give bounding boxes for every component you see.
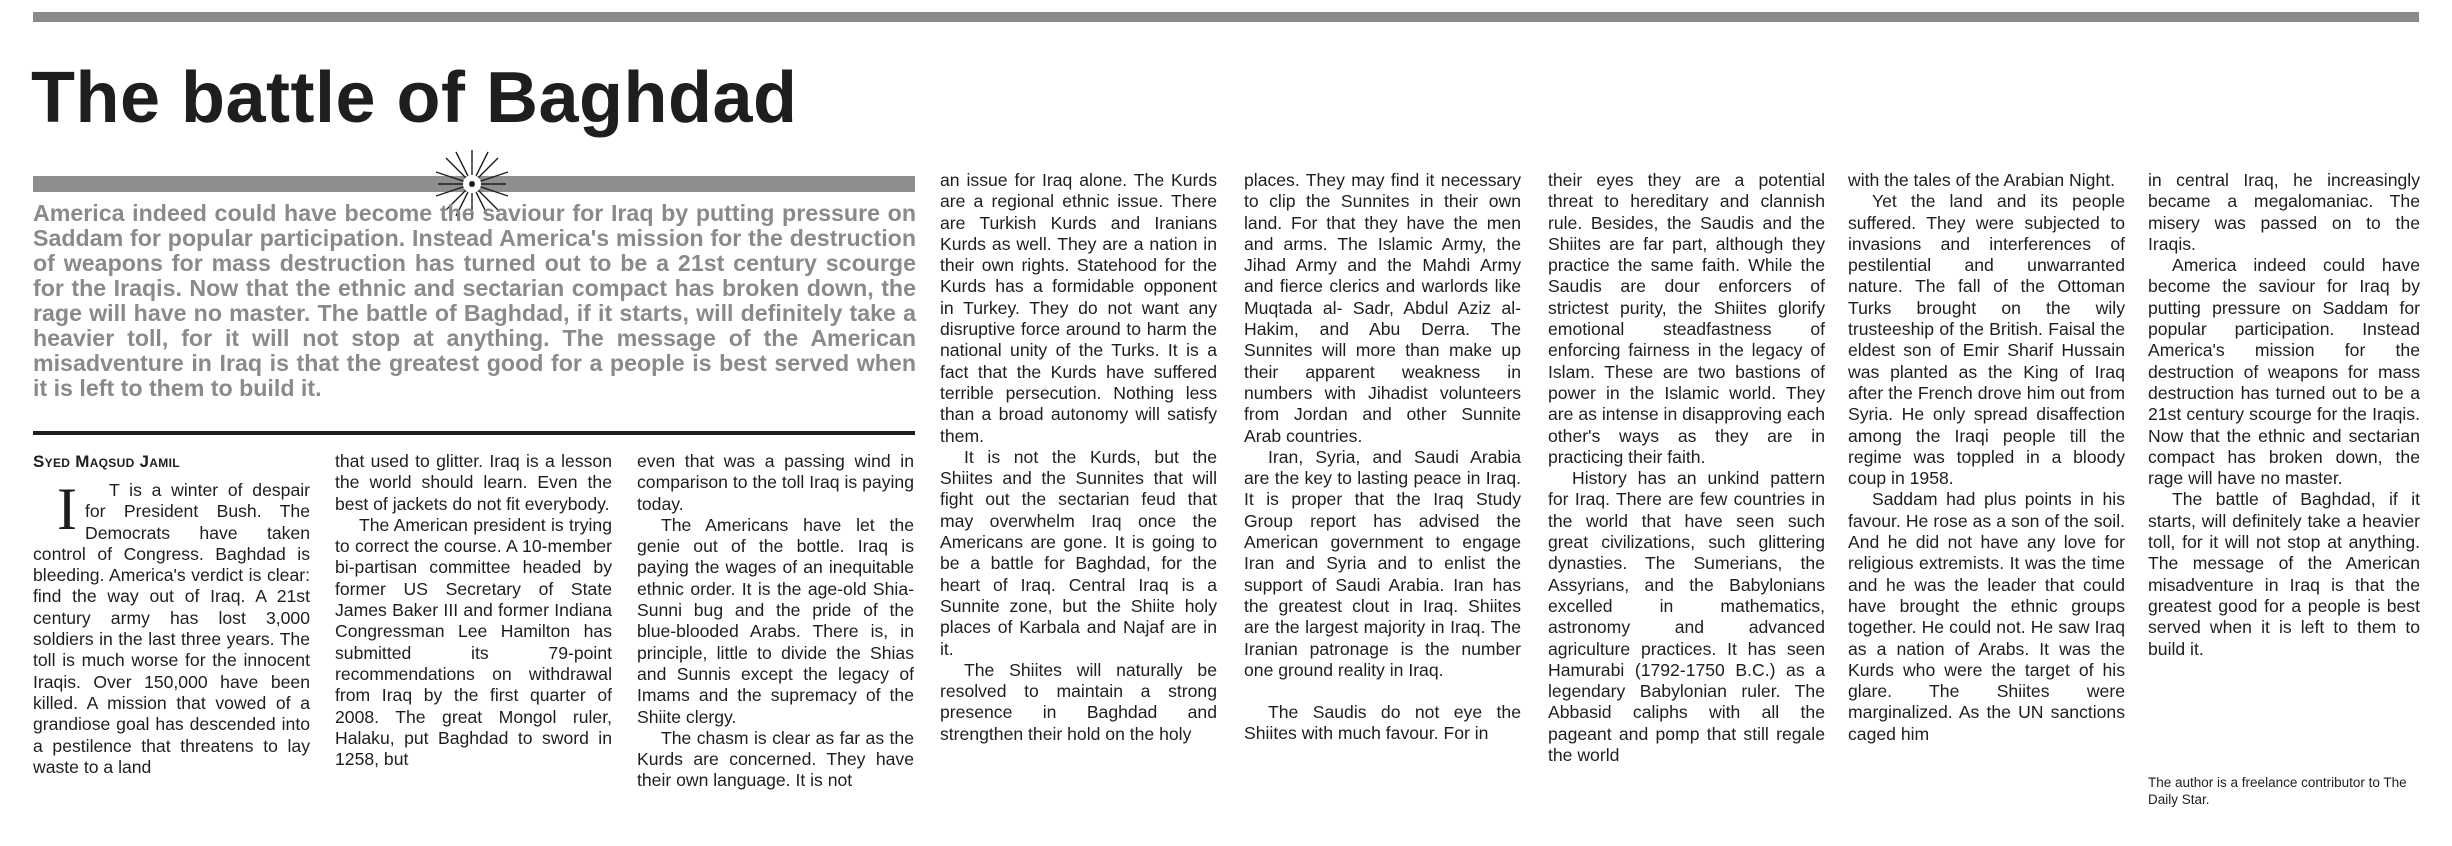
paragraph: their eyes they are a potential threat to hereditary and clannish rule. Besides, the Saudis and the Shiites are far part, although they practice the same faith. While the Saudis are dour enforcers of strictest purity, the Shiites glorify emotional steadfastness of enforcing fairness in the legacy of Islam. These are two bastions of power in the Islamic world. They are as intense in disapproving each other's ways as they are in practicing their faith. — [1548, 170, 1825, 467]
paragraph: with the tales of the Arabian Night. — [1848, 170, 2115, 190]
paragraph: America indeed could have become the saviour for Iraq by putting pressure on Saddam for popular participation. Instead America's mission for the destruction of weapons for mass destruction has turned out to be a 21st century scourge for the Iraqis. Now that the ethnic and sectarian compact has broken down, the rage will have no master. — [2148, 255, 2420, 489]
paragraph: in central Iraq, he increasingly became a megalomaniac. The misery was passed on to the Iraqis. — [2148, 170, 2420, 254]
article-column-5 — [1244, 170, 1521, 832]
article-column-7 — [1848, 170, 2125, 832]
deck-bottom-rule — [33, 431, 915, 435]
paragraph: The chasm is clear as far as the Kurds are concerned. They have their own language. It is not — [637, 727, 914, 791]
paragraph: Saddam had plus points in his favour. He rose as a son of the soil. And he did not have any love for religious extremists. It was the time and he was the leader that could have brought the ethnic groups together. He could not. He saw Iraq as a nation of Arabs. It was the Kurds who were the target of his glare. The Shiites were marginalized. As the UN sanctions caged him — [1848, 489, 2125, 744]
author-note: The author is a freelance contributor to The Daily Star. — [2148, 775, 2407, 807]
deck-standfirst: America indeed could have become the saviour for Iraq by putting pressure on Saddam for popular participation. Instead America's mission for the destruction of weapons for mass destruction has turned out to be a 21st century scourge for the Iraqis. Now that the ethnic and sectarian compact has broken down, the rage will have no master. The battle of Baghdad, if it starts, will definitely take a heavier toll, for it will not stop at anything. The message of the American misadventure in Iraq is that the greatest good for a people is best served when it is left to them to build it. — [33, 200, 916, 401]
top-rule — [33, 12, 2419, 22]
byline: Syed Maqsud Jamil — [33, 452, 180, 471]
article-column-6 — [1548, 170, 1825, 832]
paragraph: T is a winter of despair for President Bush. The Democrats have taken control of Congress. Baghdad is bleeding. America's verdict is clear: find the way out of Iraq. A 21st century army has lost 3,000 soldiers in the last three years. The toll is much worse for the innocent Iraqis. Over 150,000 have been killed. A mission that vowed of a grandiose goal has descended into a pestilence that threatens to lay waste to a land — [33, 480, 310, 777]
paragraph: that used to glitter. Iraq is a lesson the world should learn. Even the best of jackets do not fit everybody. — [335, 451, 612, 514]
paragraph: The battle of Baghdad, if it starts, will definitely take a heavier toll, for it will not stop at anything. The message of the American misadventure in Iraq is that the greatest good for a people is best served when it is left to them to build it. — [2148, 489, 2420, 659]
paragraph: The Saudis do not eye the Shiites with much favour. For in — [1244, 702, 1521, 744]
article-column-8 — [2148, 170, 2420, 766]
paragraph: places. They may find it necessary to clip the Sunnites in their own land. For that they have the men and arms. The Islamic Army, the Jihad Army and the Mahdi Army and fierce clerics and warlords like Muqtada al- Sadr, Abdul Aziz al-Hakim, and Abu Derra. The Sunnites will more than make up their apparent weakness in numbers with Jihadist volunteers from Jordan and other Sunnite Arab countries. — [1244, 170, 1521, 446]
drop-cap: I — [57, 480, 77, 542]
article-column-3 — [637, 451, 914, 831]
article-column-2 — [335, 451, 612, 831]
paragraph: Iran, Syria, and Saudi Arabia are the key to lasting peace in Iraq. It is proper that the Iraq Study Group report has advised the American government to engage Iran and Syria and to enlist the support of Saudi Arabia. Iran has the greatest clout in Iraq. Shiites are the largest majority in Iraq. The Iranian patronage is the number one ground reality in Iraq. — [1244, 446, 1521, 680]
paragraph: The Shiites will naturally be resolved to maintain a strong presence in Baghdad and strengthen their hold on the holy — [940, 659, 1217, 744]
paragraph: History has an unkind pattern for Iraq. There are few countries in the world that have seen such great civilizations, such glittering dynasties. The Sumerians, the Assyrians, and the Babylonians excelled in mathematics, astronomy and advanced agriculture practices. It has seen Hamurabi (1792-1750 B.C.) as a legendary Babylonian ruler. The Abbasid caliphs with all the pageant and pomp that still regale the world — [1548, 468, 1825, 766]
paragraph: Yet the land and its people suffered. They were subjected to invasions and interferences of pestilential and unwarranted nature. The fall of the Ottoman Turks brought on the wily trusteeship of the British. Faisal the eldest son of Emir Sharif Hussain was planted as the King of Iraq after the French drove him out from Syria. He only spread disaffection among the Iraqi people till the regime was toppled in a bloody coup in 1958. — [1848, 191, 2125, 489]
paragraph: The Americans have let the genie out of the bottle. Iraq is paying the wages of an inequitable ethnic order. It is the age-old Shia-Sunni bug and the pride of the blue-blooded Arabs. There is, in principle, little to divide the Shias and Sunnis except the legacy of Imams and the supremacy of the Shiite clergy. — [637, 514, 914, 727]
headline: The battle of Baghdad — [31, 58, 798, 138]
paragraph: It is not the Kurds, but the Shiites and the Sunnites that will fight out the sectarian feud that may overwhelm Iraq once the Americans are gone. It is going to be a battle for Baghdad, for the heart of Iraq. Central Iraq is a Sunnite zone, but the Shiite holy places of Karbala and Najaf are in it. — [940, 446, 1217, 659]
paragraph: even that was a passing wind in comparison to the toll Iraq is paying today. — [637, 451, 914, 514]
paragraph: an issue for Iraq alone. The Kurds are a regional ethnic issue. There are Turkish Kurds and Iranians Kurds as well. They are a nation in their own rights. Statehood for the Kurds has a formidable opponent in Turkey. They do not want any disruptive force around to harm the national unity of the Turks. It is a fact that the Kurds have suffered terrible persecution. Nothing less than a broad autonomy will satisfy them. — [940, 170, 1217, 446]
paragraph: The American president is trying to correct the course. A 10-member bi-partisan committee headed by former US Secretary of State James Baker III and former Indiana Congressman Lee Hamilton has submitted its 79-point recommendations on withdrawal from Iraq by the first quarter of 2008. The great Mongol ruler, Halaku, put Baghdad to sword in 1258, but — [335, 514, 612, 770]
article-column-4 — [940, 170, 1217, 832]
article-column-1 — [33, 480, 310, 830]
